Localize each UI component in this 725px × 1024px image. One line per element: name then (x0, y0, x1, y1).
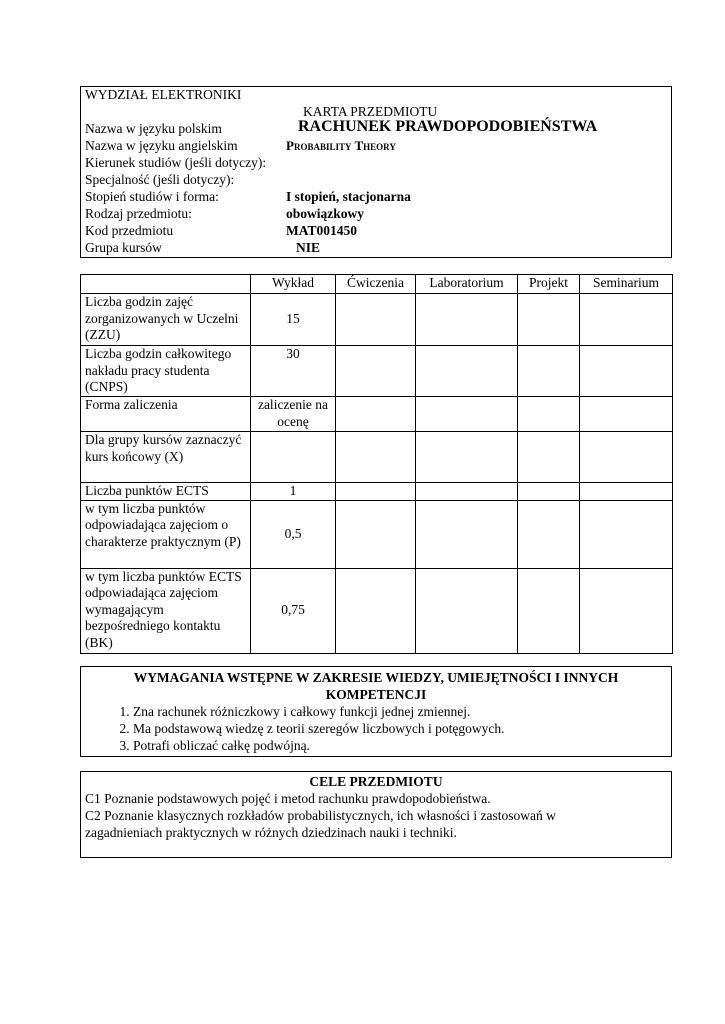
table-cell (336, 397, 416, 432)
field-label-specialty: Specjalność (jeśli dotyczy): (85, 172, 235, 187)
table-cell (336, 346, 416, 397)
table-cell: 15 (251, 294, 336, 346)
table-row (81, 294, 673, 346)
objectives-box (80, 771, 672, 858)
field-value-english-name: Probability Theory (286, 138, 396, 153)
table-header-row (81, 275, 673, 294)
table-row (81, 397, 673, 432)
objective-item: C1 Poznanie podstawowych pojęć i metod rachunku prawdopodobieństwa. (85, 791, 491, 806)
table-cell (580, 432, 673, 483)
field-label-course-type: Rodzaj przedmiotu: (85, 206, 192, 221)
field-value-course-type: obowiązkowy (286, 206, 365, 221)
column-header (81, 275, 251, 294)
table-cell (580, 397, 673, 432)
table-cell: 0,5 (251, 500, 336, 568)
course-header-box (80, 86, 672, 258)
table-cell (518, 397, 580, 432)
field-label-polish-name: Nazwa w języku polskim (85, 121, 222, 136)
prerequisites-list (85, 703, 667, 754)
field-label-course-code: Kod przedmiotu (85, 223, 174, 238)
table-cell (518, 500, 580, 568)
card-title: KARTA PRZEDMIOTU (303, 104, 438, 119)
table-cell (580, 294, 673, 346)
faculty-name: WYDZIAŁ ELEKTRONIKI (85, 87, 242, 102)
field-label-study-field: Kierunek studiów (jeśli dotyczy): (85, 155, 267, 170)
table-row (81, 346, 673, 397)
row-label: Dla grupy kursów zaznaczyć kurs końcowy (X) (81, 432, 251, 483)
field-value-polish-name: RACHUNEK PRAWDOPODOBIEŃSTWA (298, 118, 598, 135)
row-label: Liczba godzin całkowitego nakładu pracy studenta (CNPS) (81, 346, 251, 397)
table-cell (336, 294, 416, 346)
table-cell: 1 (251, 483, 336, 501)
objective-item: C2 Poznanie klasycznych rozkładów probabilistycznych, ich własności i zastosowań w zagadnieniach praktycznych w różnych dziedzinach nauki i techniki. (85, 808, 556, 840)
row-label: w tym liczba punktów odpowiadająca zajęciom o charakterze praktycznym (P) (81, 500, 251, 568)
table-cell (580, 568, 673, 653)
prerequisites-title: WYMAGANIA WSTĘPNE W ZAKRESIE WIEDZY, UMIEJĘTNOŚCI I INNYCH KOMPETENCJI (133, 670, 619, 702)
list-item: 2. Ma podstawową wiedzę z teorii szeregów liczbowych i potęgowych. (133, 720, 667, 737)
column-header-laboratory: Laboratorium (416, 275, 518, 294)
field-value-degree-form: I stopień, stacjonarna (286, 189, 411, 204)
field-label-english-name: Nazwa w języku angielskim (85, 138, 238, 153)
table-cell (251, 432, 336, 483)
table-cell (416, 500, 518, 568)
column-header-exercises: Ćwiczenia (336, 275, 416, 294)
table-cell: zaliczenie na ocenę (251, 397, 336, 432)
table-cell (336, 432, 416, 483)
column-header-lecture: Wykład (251, 275, 336, 294)
table-cell (518, 568, 580, 653)
column-header-seminar: Seminarium (580, 275, 673, 294)
table-row (81, 483, 673, 501)
table-cell (416, 432, 518, 483)
table-cell (416, 483, 518, 501)
table-cell (416, 346, 518, 397)
table-cell (416, 568, 518, 653)
table-row (81, 500, 673, 568)
objectives-title: CELE PRZEDMIOTU (309, 774, 443, 789)
list-item: 1. Zna rachunek różniczkowy i całkowy funkcji jednej zmiennej. (133, 703, 667, 720)
table-cell (518, 432, 580, 483)
table-cell (336, 568, 416, 653)
field-value-course-group: NIE (296, 240, 321, 255)
list-item: 3. Potrafi obliczać całkę podwójną. (133, 737, 667, 754)
field-value-course-code: MAT001450 (286, 223, 357, 238)
table-cell (518, 346, 580, 397)
prerequisites-box (80, 666, 672, 757)
table-cell (336, 483, 416, 501)
row-label: Forma zaliczenia (81, 397, 251, 432)
table-cell (416, 397, 518, 432)
table-cell (518, 483, 580, 501)
table-cell: 30 (251, 346, 336, 397)
table-row (81, 432, 673, 483)
table-cell: 0,75 (251, 568, 336, 653)
hours-table (80, 274, 673, 654)
table-cell (580, 483, 673, 501)
field-label-course-group: Grupa kursów (85, 240, 162, 255)
row-label: Liczba punktów ECTS (81, 483, 251, 501)
row-label: w tym liczba punktów ECTS odpowiadająca zajęciom wymagającym bezpośredniego kontaktu (BK) (81, 568, 251, 653)
table-cell (518, 294, 580, 346)
table-cell (580, 346, 673, 397)
table-row (81, 568, 673, 653)
table-cell (416, 294, 518, 346)
row-label: Liczba godzin zajęć zorganizowanych w Uczelni (ZZU) (81, 294, 251, 346)
column-header-project: Projekt (518, 275, 580, 294)
field-label-degree-form: Stopień studiów i forma: (85, 189, 219, 204)
table-cell (336, 500, 416, 568)
table-cell (580, 500, 673, 568)
